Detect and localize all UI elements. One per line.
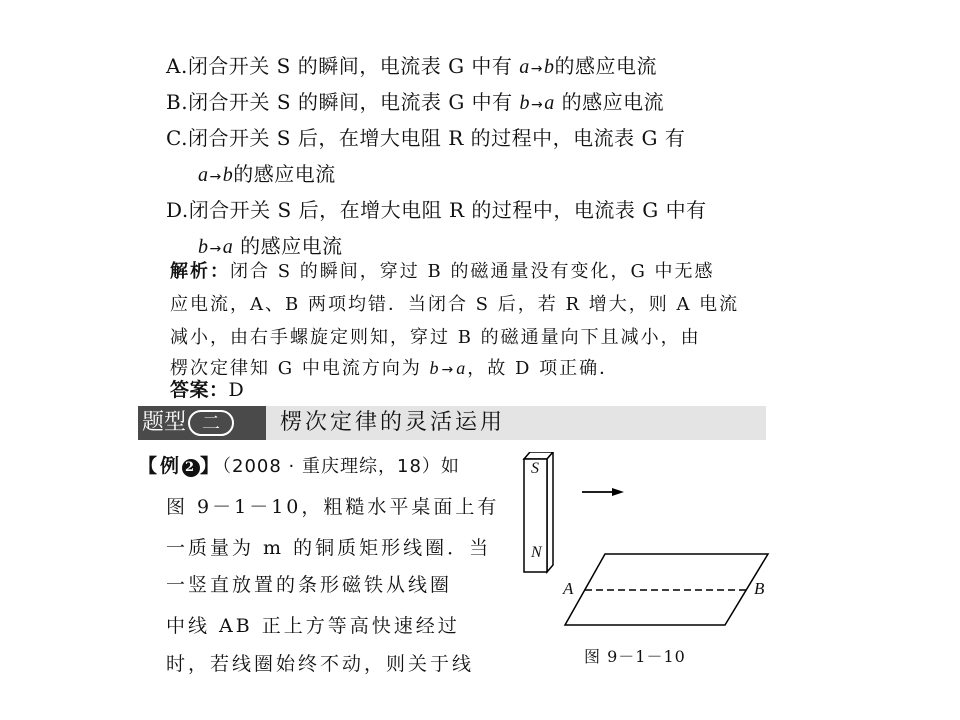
- motion-arrow-icon: [582, 488, 624, 496]
- option-letter: C.: [166, 126, 188, 150]
- explanation-text: 闭合 S 的瞬间，穿过 B 的磁通量没有变化，G 中无感: [230, 261, 715, 282]
- option-text-end: 的感应电流: [233, 234, 343, 258]
- option-text-end: 的感应电流: [554, 90, 665, 114]
- explanation-text: 减小，由右手螺旋定则知，穿过 B 的磁通量向下且减小，由: [170, 327, 701, 348]
- section-title: 楞次定律的灵活运用: [280, 410, 506, 435]
- option-letter: A.: [166, 54, 188, 78]
- arrow-icon: →: [209, 169, 222, 185]
- answer-line: [170, 376, 244, 404]
- option-c: [166, 124, 685, 152]
- option-text-end: 的感应电流: [233, 162, 336, 186]
- arrow-icon: →: [209, 241, 222, 257]
- option-text: 闭合开关 S 的瞬间，电流表 G 中有: [188, 90, 520, 114]
- example-number-badge: 2: [182, 459, 200, 477]
- answer-value: D: [228, 379, 245, 401]
- explanation-text-end: ，故 D 项正确．: [467, 358, 620, 379]
- arrow-icon: →: [531, 97, 544, 113]
- current-to: a: [456, 358, 468, 378]
- current-from: a: [519, 56, 530, 78]
- current-to: a: [222, 236, 234, 258]
- point-b-label: B: [754, 579, 765, 598]
- current-to: b: [544, 56, 555, 78]
- example-line-4: 中线 AB 正上方等高快速经过: [166, 615, 460, 637]
- magnet-s-label: S: [531, 460, 539, 477]
- current-from: b: [429, 358, 441, 378]
- option-letter: D.: [166, 198, 189, 222]
- current-to: a: [544, 92, 555, 114]
- section-header: [138, 406, 766, 440]
- option-text: 闭合开关 S 后，在增大电阻 R 的过程中，电流表 G 中有: [188, 198, 707, 222]
- example-line-2: 一质量为 m 的铜质矩形线圈．当: [166, 537, 492, 559]
- explanation-text: 应电流，A、B 两项均错．当闭合 S 后，若 R 增大，则 A 电流: [170, 294, 740, 315]
- section-tag: [138, 406, 266, 440]
- answer-label: 答案：: [170, 379, 229, 401]
- example-line-1: 图 9－1－10，粗糙水平桌面上有: [166, 496, 500, 518]
- example-line-5: 时，若线圈始终不动，则关于线: [166, 653, 475, 675]
- current-from: b: [198, 236, 209, 258]
- explanation-line-1: [170, 258, 715, 286]
- figure-caption: 图 9－1－10: [584, 647, 686, 666]
- magnet-n-label: N: [531, 544, 542, 561]
- option-letter: B.: [166, 90, 189, 114]
- arrow-icon: →: [530, 61, 544, 77]
- option-b: [166, 88, 664, 119]
- current-to: b: [222, 164, 234, 186]
- current-from: b: [519, 92, 531, 114]
- option-text-end: 的感应电流: [554, 54, 658, 78]
- section-tag-label: 题型: [142, 410, 187, 435]
- section-number: 二: [188, 410, 234, 436]
- option-d: [166, 196, 707, 224]
- option-a: [166, 52, 657, 83]
- example-label: 【例: [138, 455, 183, 477]
- magnet-coil-figure: [520, 452, 780, 642]
- option-text: 闭合开关 S 的瞬间，电流表 G 中有: [187, 54, 520, 78]
- arrow-icon: →: [441, 362, 456, 378]
- option-c-cont: [198, 160, 336, 191]
- example-heading: [138, 453, 460, 480]
- explanation-label: 解析：: [170, 261, 230, 282]
- example-source: （2008 · 重庆理综，18）如: [222, 456, 460, 477]
- point-a-label: A: [563, 579, 574, 598]
- example-label-close: 】: [200, 455, 223, 477]
- current-from: a: [198, 164, 209, 186]
- explanation-line-3: [170, 324, 701, 352]
- rectangular-coil: [565, 554, 768, 625]
- explanation-text: 楞次定律知 G 中电流方向为: [170, 358, 430, 379]
- option-text: 闭合开关 S 后，在增大电阻 R 的过程中，电流表 G 有: [187, 126, 686, 150]
- example-line-3: 一竖直放置的条形磁铁从线圈: [166, 574, 453, 596]
- explanation-line-2: [170, 291, 739, 319]
